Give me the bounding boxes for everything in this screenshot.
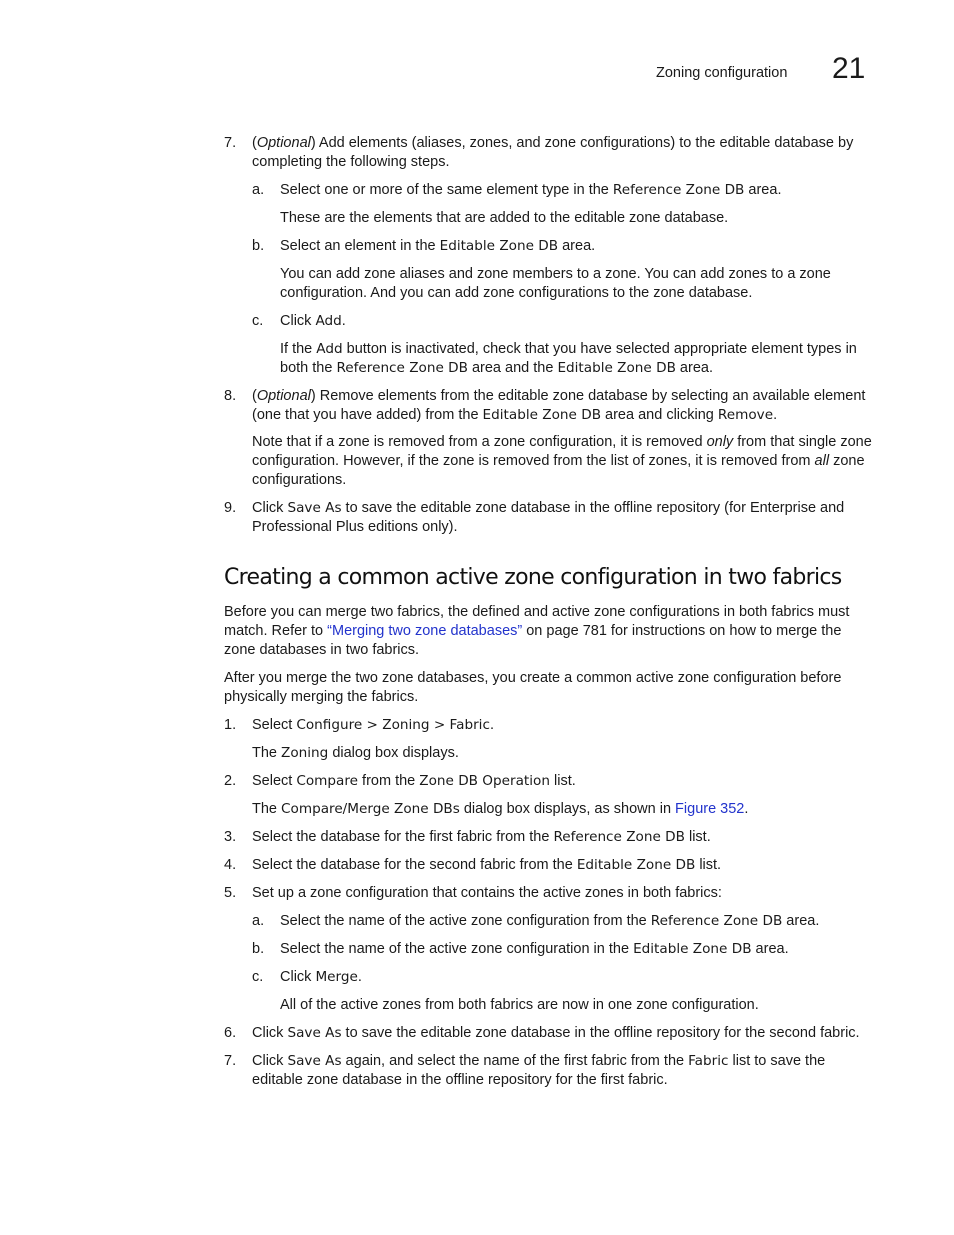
step-5-text: Set up a zone configuration that contains the active zones in both fabrics: — [252, 885, 722, 901]
section-heading: Creating a common active zone configuration in two fabrics — [224, 565, 842, 590]
intro-paragraph: Before you can merge two fabrics, the defined and active zone configurations in both fabrics must match. Refer to “Merging two zone databases” on page 781 for instructions on how to merge the zone databases in two fabrics. — [224, 604, 850, 658]
step-8-text: (Optional) Remove elements from the editable zone database by selecting an available element (one that you have added) from the Editable Zone DB area and clicking Remove. — [252, 388, 866, 423]
substep-letter: c. — [252, 313, 264, 329]
step-1-text: Select Configure > Zoning > Fabric. — [252, 717, 494, 733]
step-number: 8. — [224, 388, 237, 404]
step-number: 4. — [224, 857, 237, 873]
substep-letter: a. — [252, 182, 265, 198]
step-1-note: The Zoning dialog box displays. — [252, 745, 459, 761]
substep-7a-note: These are the elements that are added to the editable zone database. — [280, 210, 729, 226]
step-number: 7. — [224, 135, 237, 151]
substep-7b-text: Select an element in the Editable Zone DB area. — [280, 238, 596, 254]
step-number: 5. — [224, 885, 237, 901]
step-number: 7. — [224, 1053, 237, 1069]
chapter-number: 21 — [832, 52, 866, 85]
substep-5a-text: Select the name of the active zone configuration from the Reference Zone DB area. — [280, 913, 820, 929]
substep-7a-text: Select one or more of the same element type in the Reference Zone DB area. — [280, 182, 782, 198]
step-7b-text: Click Save As again, and select the name of the first fabric from the Fabric list to save the editable zone database in the offline repository for the first fabric. — [252, 1053, 826, 1088]
step-2-text: Select Compare from the Zone DB Operation list. — [252, 773, 576, 789]
step-3-text: Select the database for the first fabric from the Reference Zone DB list. — [252, 829, 711, 845]
step-7-text: (Optional) Add elements (aliases, zones, and zone configurations) to the editable database by completing the following steps. — [252, 135, 854, 170]
step-4-text: Select the database for the second fabric from the Editable Zone DB list. — [252, 857, 722, 873]
substep-7c-note: If the Add button is inactivated, check that you have selected appropriate element types in both the Reference Zone DB area and the Editable Zone DB area. — [280, 341, 857, 376]
substep-5b-text: Select the name of the active zone configuration in the Editable Zone DB area. — [280, 941, 789, 957]
step-number: 3. — [224, 829, 237, 845]
step-number: 9. — [224, 500, 237, 516]
substep-letter: c. — [252, 969, 264, 985]
step-2-note: The Compare/Merge Zone DBs dialog box displays, as shown in Figure 352. — [252, 801, 749, 817]
substep-5c-note: All of the active zones from both fabrics are now in one zone configuration. — [280, 997, 759, 1013]
cross-reference-link[interactable]: “Merging two zone databases” — [327, 623, 523, 639]
step-number: 1. — [224, 717, 237, 733]
substep-5c-text: Click Merge. — [280, 969, 362, 985]
substep-letter: b. — [252, 238, 265, 254]
step-number: 6. — [224, 1025, 237, 1041]
substep-7b-note: You can add zone aliases and zone members to a zone. You can add zones to a zone configuration. And you can add zone configurations to the zone database. — [280, 266, 831, 301]
substep-letter: b. — [252, 941, 265, 957]
step-9-text: Click Save As to save the editable zone database in the offline repository (for Enterprise and Professional Plus editions only). — [252, 500, 845, 535]
step-6-text: Click Save As to save the editable zone database in the offline repository for the second fabric. — [252, 1025, 860, 1041]
substep-7c-text: Click Add. — [280, 313, 346, 329]
figure-link[interactable]: Figure 352 — [675, 801, 745, 817]
intro-paragraph-2: After you merge the two zone databases, you create a common active zone configuration before physically merging the fabrics. — [224, 670, 842, 705]
running-header-title: Zoning configuration — [656, 65, 788, 81]
substep-letter: a. — [252, 913, 265, 929]
step-number: 2. — [224, 773, 237, 789]
step-8-note: Note that if a zone is removed from a zone configuration, it is removed only from that single zone configuration. However, if the zone is removed from the list of zones, it is removed from all zone configurations. — [252, 434, 872, 488]
